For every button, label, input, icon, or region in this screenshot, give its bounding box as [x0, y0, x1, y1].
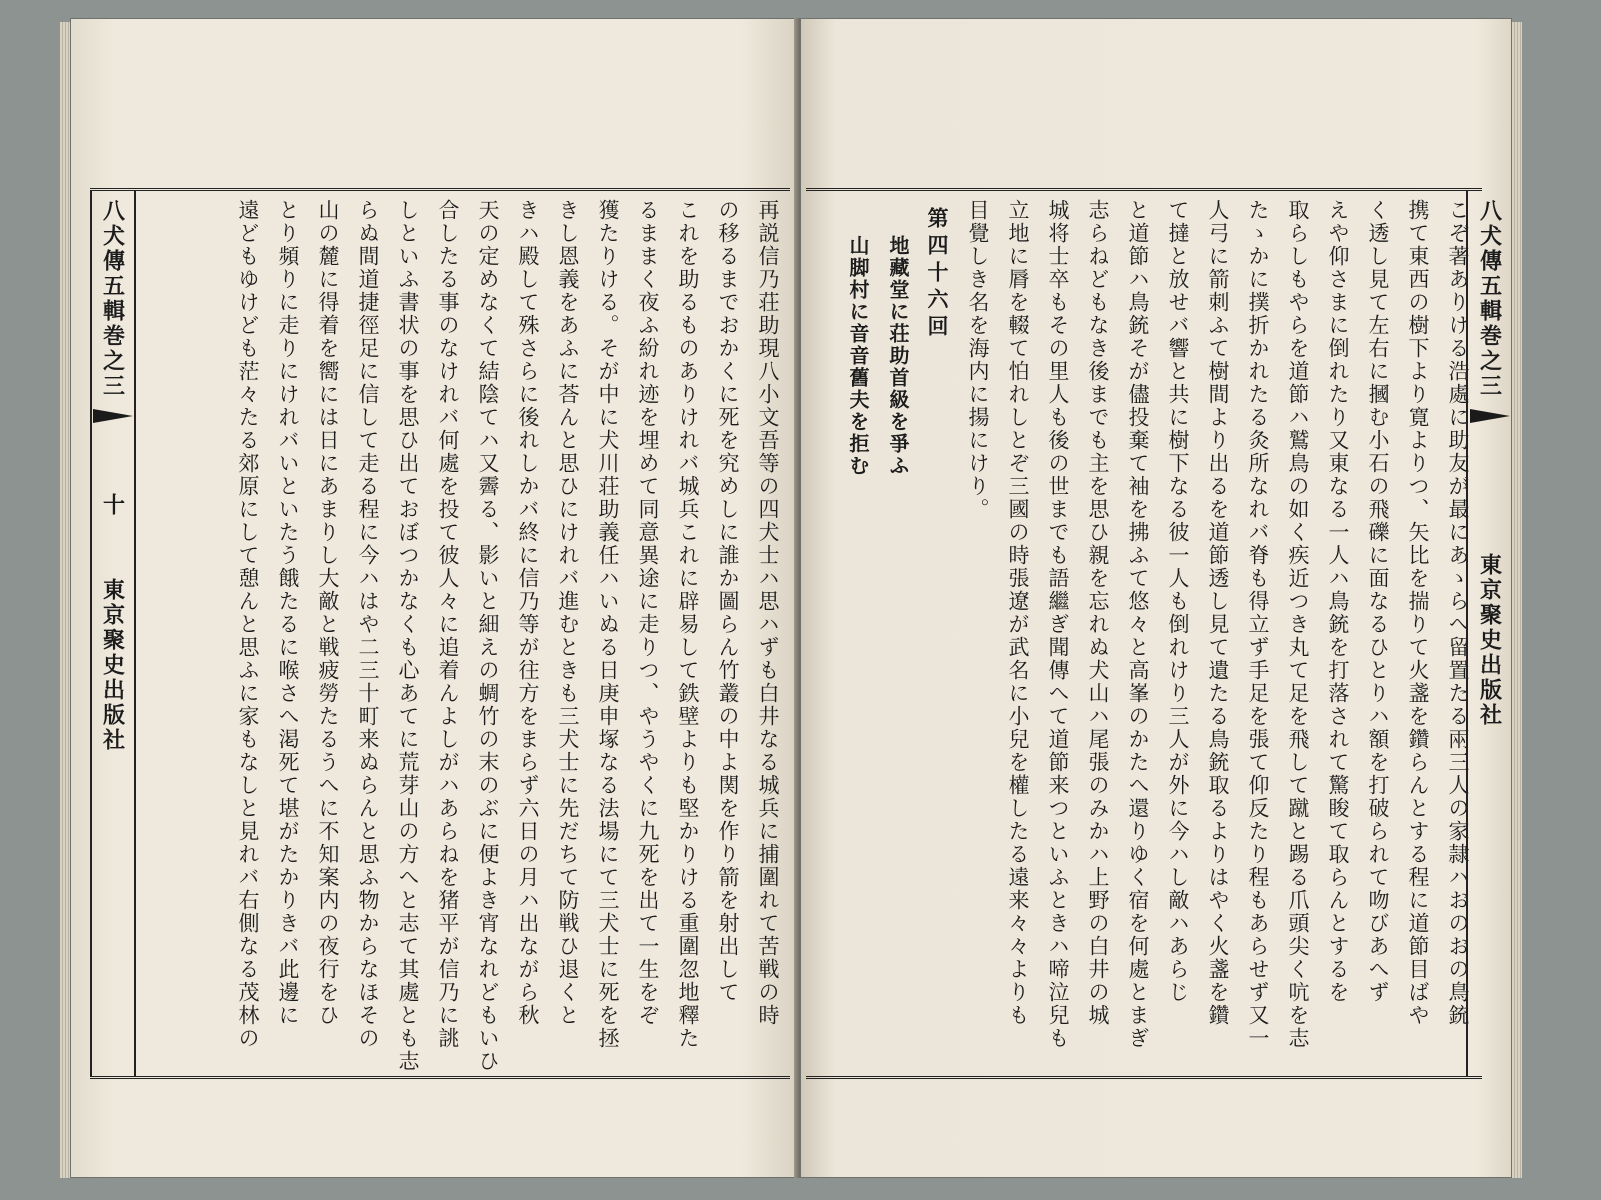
- text-column: 山の麓に得着を嚮には日にあまりし大敵と戦疲勞たるうへに不知案内の夜行をひ: [316, 199, 340, 1027]
- left-page: [70, 18, 800, 1178]
- text-column: て撻と放せバ響と共に樹下なる彼一人も倒れけり三人が外に今ハし敵ハあらじ: [1166, 199, 1190, 1004]
- left-spine-margin: [90, 191, 136, 1076]
- text-column: 城将士卒もその里人も後の世までも語繼ぎ聞傳へて道節来つといふときハ啼泣兒も: [1046, 199, 1070, 1050]
- text-column: と道節ハ鳥銃そが儘投棄て袖を拂ふて悠々と高峯のかたへ還りゆく宿を何處とまぎ: [1126, 199, 1150, 1050]
- left-text-frame: [90, 188, 790, 1079]
- text-column: 合したる事のなけれバ何處を投て彼人々に追着んよしがハあらねを猪平が信乃に誂: [436, 199, 460, 1050]
- text-column: きハ殿して殊さらに後れしかバ終に信乃等が往方をまらず六日の月ハ出ながら秋: [516, 199, 540, 1027]
- text-column: こぞ著ありける浩處に助友が最にあゝらへ留置たる兩三人の家隷ハおのおの鳥銃: [1446, 199, 1470, 1027]
- text-column: たゝかに撲折かれたる灸所なれバ脊も得立ず手足を張て仰反たり程もあらせず又一: [1246, 199, 1270, 1050]
- right-text-columns: [816, 199, 1468, 1068]
- chapter-title: 第四十六回: [925, 207, 950, 342]
- right-publisher: 東京聚史出版社: [1476, 553, 1503, 728]
- text-column: 志らねどもなき後までも主を思ひ親を忘れぬ犬山ハ尾張のみかハ上野の白井の城: [1086, 199, 1110, 1027]
- right-page: [800, 18, 1512, 1178]
- right-spine-margin: [1466, 191, 1512, 1076]
- text-column: 遠どもゆけども茫々たる郊原にして憩んと思ふに家もなしと見れバ右側なる茂林の: [236, 199, 260, 1050]
- right-page-edge: [1512, 22, 1522, 1178]
- chapter-subtitle-1: 地藏堂に荘助首級を爭ふ: [886, 235, 910, 477]
- text-column: 再説信乃荘助現八小文吾等の四犬士ハ思ハずも白井なる城兵に捕圍れて苦戦の時: [756, 199, 780, 1027]
- text-column: 獲たりける。そが中に犬川荘助義任ハいぬる日庚申塚なる法場にて三犬士に死を拯: [596, 199, 620, 1050]
- text-column: 携て東西の樹下より寛よりつ、矢比を揣りて火盞を鑽らんとする程に道節目ばや: [1406, 199, 1430, 1027]
- text-column: えや仰さまに倒れたり又東なる一人ハ鳥銃を打落されて驚睃て取らんとするを: [1326, 199, 1350, 1004]
- text-column: るままく夜ふ紛れ迹を埋めて同意異途に走りつ、やうやくに九死を出て一生をぞ: [636, 199, 660, 1027]
- text-column: らぬ間道捷徑足に信して走る程に今ハはや二三十町来ぬらんと思ふ物からなほその: [356, 199, 380, 1050]
- text-column: 立地に脣を輟て怕れしとぞ三國の時張遼が武名に小兒を權したる遠来々々よりも: [1006, 199, 1030, 1027]
- text-column: これを助るものありけれバ城兵これに辟易して鉄壁よりも堅かりける重圍忽地釋た: [676, 199, 700, 1050]
- text-column: きし恩義をあふに荅んと思ひにけれバ進むときも三犬士に先だちて防戦ひ退くと: [556, 199, 580, 1027]
- text-column: 天の定めなくて結陰てハ又霽る、影いと細えの蜩竹の末のぶに便よき宵なれどもいひ: [476, 199, 500, 1073]
- open-book: [70, 18, 1510, 1183]
- text-column: とり頻りに走りにけれバいといたう餓たるに喉さへ渇死て堪がたかりきバ此邊に: [276, 199, 300, 1027]
- text-column: しといふ書状の事を思ひ出ておぼつかなくも心あてに荒芽山の方へと志て其處とも志: [396, 199, 420, 1073]
- text-column: 取らしもやらを道節ハ鷲鳥の如く疾近つき丸て足を飛して蹴と踢る爪頭尖く吭を志: [1286, 199, 1310, 1050]
- left-text-columns: [200, 199, 780, 1073]
- left-page-edge: [60, 22, 70, 1178]
- chapter-subtitle-2: 山脚村に音音舊夫を拒む: [846, 235, 870, 477]
- text-column: 人弓に箭刺ふて樹間より出るを道節透し見て遺たる鳥銃取るよりはやく火盞を鑽: [1206, 199, 1230, 1027]
- fish-tail-mark-icon: [1470, 409, 1510, 423]
- left-page-number: 十: [99, 493, 126, 518]
- left-spine-title: 八犬傳五輯巻之三: [99, 199, 126, 399]
- left-publisher: 東京聚史出版社: [99, 578, 126, 753]
- right-text-frame: [806, 188, 1503, 1079]
- text-column: 目覺しき名を海内に揚にけり。: [966, 199, 990, 521]
- fish-tail-mark-icon: [93, 409, 133, 423]
- text-column: の移るまでおかくに死を究めしに誰か圖らん竹叢の中よ関を作り箭を射出して: [716, 199, 740, 1004]
- right-spine-title: 八犬傳五輯巻之三: [1476, 199, 1503, 399]
- text-column: く透し見て左右に摑む小石の飛礫に面なるひとりハ額を打破られて吻びあへず: [1366, 199, 1390, 1004]
